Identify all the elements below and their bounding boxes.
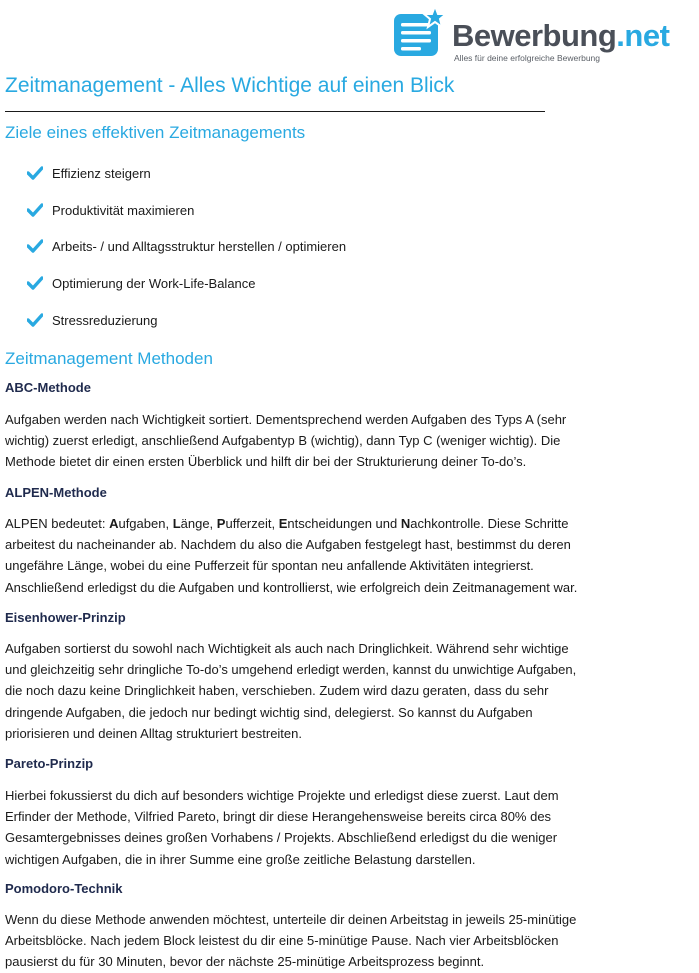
check-icon (27, 166, 43, 180)
pomodoro-paragraph: Wenn du diese Methode anwenden möchtest, unterteile dir deinen Arbeitstag in jeweils 25-minütige Arbeitsblöcke. Nach jedem Block leistest du dir eine 5-minütige Pause. Nach vier Arbeitsblöcken pausierst du für 30 Minuten, bevor der nächste 25-minütige Arbeitsprozess beginnt. (5, 912, 577, 970)
methods-heading: Zeitmanagement Methoden (5, 349, 213, 368)
goal-item (27, 163, 151, 183)
logo-wordmark: Bewerbung.net (452, 18, 670, 53)
check-icon (27, 239, 43, 253)
pomodoro-heading: Pomodoro-Technik (5, 881, 123, 896)
goal-item (27, 200, 194, 220)
logo-tagline: Alles für deine erfolgreiche Bewerbung (454, 53, 601, 63)
goal-text: Arbeits- / und Alltagsstruktur herstellen / optimieren (52, 238, 347, 254)
check-icon (27, 203, 43, 217)
goal-item (27, 310, 158, 330)
goal-text: Stressreduzierung (52, 312, 158, 328)
goal-text: Effizienz steigern (52, 165, 151, 181)
abc-paragraph: Aufgaben werden nach Wichtigkeit sortiert. Dementsprechend werden Aufgaben des Typs A (sehr wichtig) zuerst erledigt, anschließend Aufgabentyp B (wichtig), dann Typ C (weniger wichtig). Die Methode bietet dir einen ersten Überblick und hilft dir bei der Strukturierung deiner To-do’s. (5, 412, 567, 470)
document-logo-icon (392, 4, 448, 60)
brand-logo (392, 4, 697, 64)
title-divider (5, 111, 545, 112)
goals-heading: Ziele eines effektiven Zeitmanagements (5, 123, 306, 142)
goal-text: Optimierung der Work-Life-Balance (52, 275, 256, 291)
goal-item (27, 273, 256, 293)
pareto-paragraph: Hierbei fokussierst du dich auf besonders wichtige Projekte und erledigst diese zuerst. Laut dem Erfinder der Methode, Vilfried Pareto, bringt dir diese Herangehensweise bereits circa 80% des Gesamtergebnisses deines großen Vorhabens / Projekts. Abschließend erledigst du die weniger wichtigen Aufgaben, die in ihrer Summe eine große zeitliche Belastung darstellen. (5, 788, 559, 867)
check-icon (27, 276, 43, 290)
alpen-paragraph: ALPEN bedeutet: Aufgaben, Länge, Pufferzeit, Entscheidungen und Nachkontrolle. Diese Schritte arbeitest du nacheinander ab. Nachdem du also die Aufgaben festgelegt hast, bestimmst du deren ungefähre Länge, wobei du eine Pufferzeit für spontan neu anfallende Aktivitäten integrierst. Anschließend erledigst du die Aufgaben und kontrollierst, wie erfolgreich dein Zeitmanagement war. (5, 516, 578, 595)
eisenhower-paragraph: Aufgaben sortierst du sowohl nach Wichtigkeit als auch nach Dringlichkeit. Während sehr wichtige und gleichzeitig sehr dringliche To-do’s umgehend erledigt werden, kannst du unwichtige Aufgaben, die noch dazu keine Dringlichkeit haben, verschieben. Zudem wird dazu geraten, dass du sehr dringende Aufgaben, die jedoch nur bedingt wichtig sind, delegierst. So kannst du Aufgaben priorisieren und deinen Alltag strukturiert bestreiten. (5, 641, 577, 741)
pareto-heading: Pareto-Prinzip (5, 756, 94, 771)
check-icon (27, 313, 43, 327)
alpen-heading: ALPEN-Methode (5, 485, 107, 500)
eisenhower-heading: Eisenhower-Prinzip (5, 610, 126, 625)
abc-heading: ABC-Methode (5, 380, 91, 395)
goal-item (27, 236, 346, 256)
page-title: Zeitmanagement - Alles Wichtige auf einen Blick (5, 74, 455, 97)
goal-text: Produktivität maximieren (52, 202, 195, 218)
